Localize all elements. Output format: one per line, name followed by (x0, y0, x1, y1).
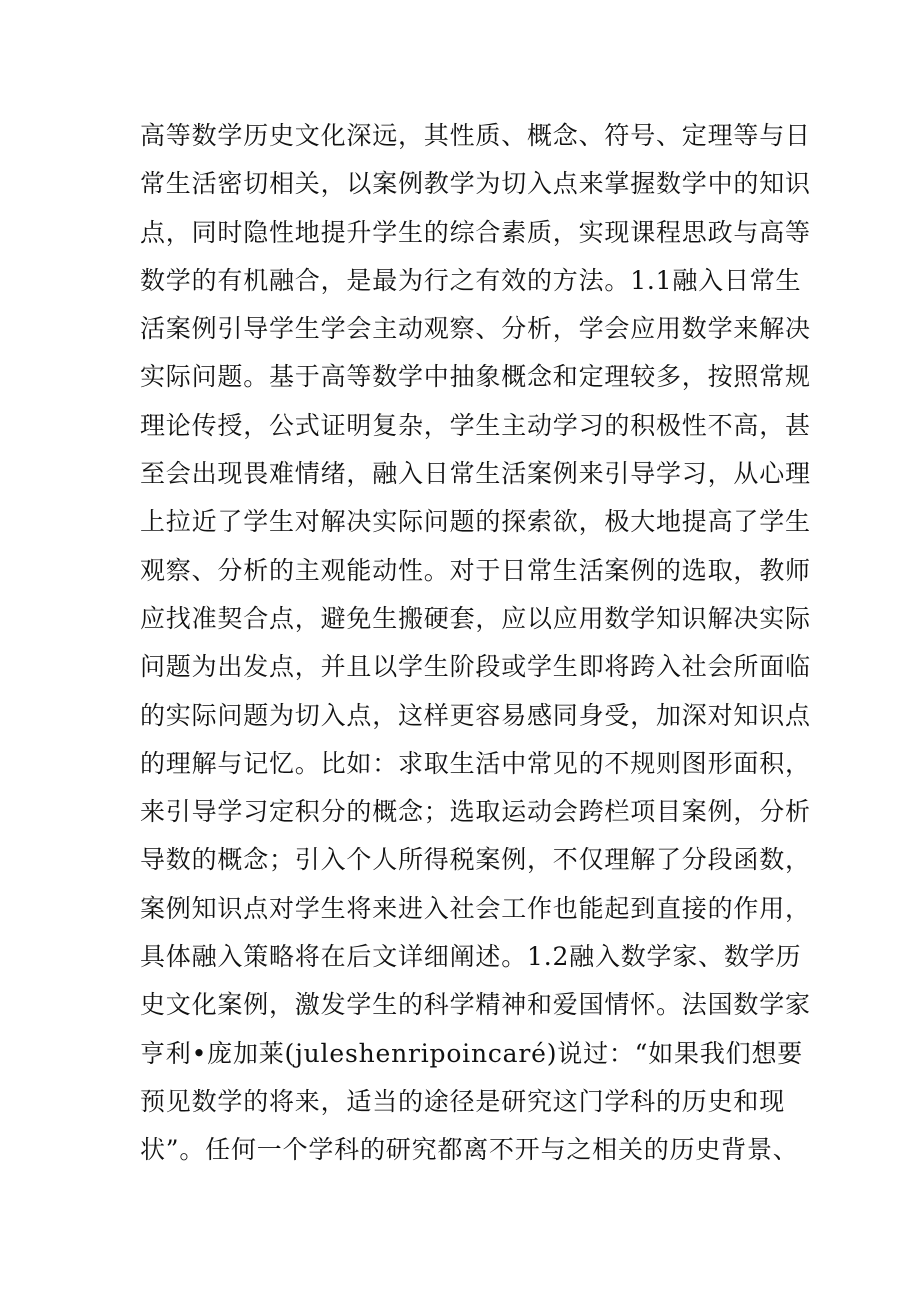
text-line: 至会出现畏难情绪，融入日常生活案例来引导学习，从心理 (140, 459, 811, 489)
text-line: 预见数学的将来，适当的途径是研究这门学科的历史和现 (140, 1086, 786, 1116)
text-line: 具体融入策略将在后文详细阐述。1.2融入数学家、数学历 (140, 942, 802, 972)
text-line: 问题为出发点，并且以学生阶段或学生即将跨入社会所面临 (140, 652, 811, 682)
text-line: 实际问题。基于高等数学中抽象概念和定理较多，按照常规 (140, 362, 811, 392)
text-line: 常生活密切相关，以案例教学为切入点来掌握数学中的知识 (140, 169, 811, 199)
text-line: 点，同时隐性地提升学生的综合素质，实现课程思政与高等 (140, 217, 811, 247)
text-line: 理论传授，公式证明复杂，学生主动学习的积极性不高，甚 (140, 410, 811, 440)
text-line: 史文化案例，激发学生的科学精神和爱国情怀。法国数学家 (140, 990, 811, 1020)
text-line: 的实际问题为切入点，这样更容易感同身受，加深对知识点 (140, 700, 811, 730)
text-line: 导数的概念；引入个人所得税案例，不仅理解了分段函数， (140, 845, 811, 875)
text-line: 数学的有机融合，是最为行之有效的方法。1.1融入日常生 (140, 265, 802, 295)
text-line: 来引导学习定积分的概念；选取运动会跨栏项目案例，分析 (140, 797, 811, 827)
text-line: 观察、分析的主观能动性。对于日常生活案例的选取，教师 (140, 555, 811, 585)
text-line: 上拉近了学生对解决实际问题的探索欲，极大地提高了学生 (140, 507, 811, 537)
text-line: 应找准契合点，避免生搬硬套，应以应用数学知识解决实际 (140, 603, 811, 633)
text-line: 案例知识点对学生将来进入社会工作也能起到直接的作用， (140, 893, 811, 923)
body-text (140, 112, 811, 1175)
text-line: 状”。任何一个学科的研究都离不开与之相关的历史背景、 (140, 1135, 799, 1165)
text-line: 活案例引导学生学会主动观察、分析，学会应用数学来解决 (140, 314, 811, 344)
text-line: 的理解与记忆。比如：求取生活中常见的不规则图形面积， (140, 748, 811, 778)
text-line: 亨利•庞加莱(juleshenripoincaré)说过：“如果我们想要 (140, 1038, 804, 1068)
text-line: 高等数学历史文化深远，其性质、概念、符号、定理等与日 (140, 121, 811, 150)
